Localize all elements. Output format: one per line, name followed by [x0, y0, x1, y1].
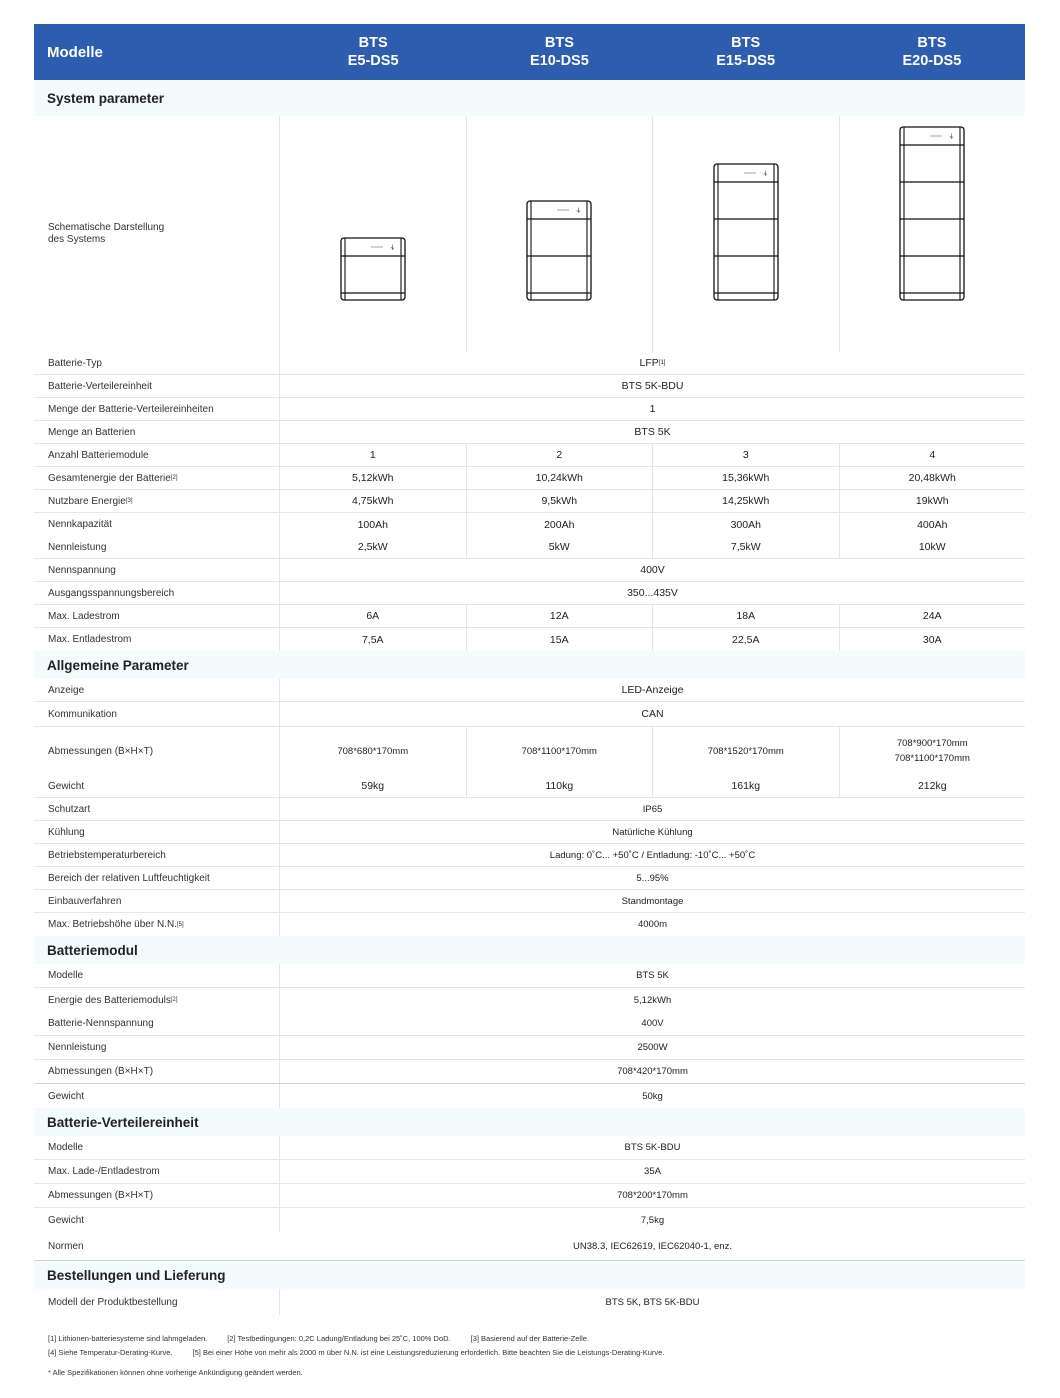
row-label: Abmessungen (B×H×T)	[34, 727, 280, 775]
stack-outline	[527, 201, 591, 300]
bdu-switch-icon: ⍭	[576, 206, 582, 215]
row-cell: 14,25kWh	[653, 490, 840, 512]
row-label: Abmessungen (B×H×T)	[34, 1184, 280, 1207]
spec-row-bdu-menge	[34, 398, 1025, 421]
row-cell: 19kWh	[915, 495, 949, 507]
row-label: Einbauverfahren	[34, 890, 280, 912]
schematic-row	[34, 116, 1025, 352]
row-cell: 10,24kWh	[467, 467, 654, 489]
row-cell: 6A	[280, 605, 467, 627]
stack-outline	[714, 164, 778, 300]
row-cell: 18A	[653, 605, 840, 627]
schematic-cell-e5	[280, 116, 467, 352]
spec-row-hoehe	[34, 913, 1025, 936]
row-cell: 10kW	[918, 541, 946, 553]
row-cell: 5,12kWh	[280, 467, 467, 489]
row-label: Gewicht	[34, 1084, 280, 1108]
header-model-e15: BTS E15-DS5	[716, 35, 776, 69]
table-header	[34, 24, 1025, 80]
row-value: Natürliche Kühlung	[612, 826, 693, 838]
row-label: Max. Ladestrom	[34, 605, 280, 627]
row-value: 2500W	[637, 1042, 668, 1053]
row-value: 35A	[644, 1166, 661, 1177]
row-value: BTS 5K-BDU	[621, 380, 684, 392]
row-label: Abmessungen (B×H×T)	[34, 1060, 280, 1083]
row-value: LED-Anzeige	[621, 684, 684, 696]
row-cell: 5kW	[467, 536, 654, 558]
row-label: Batterie-Typ	[34, 352, 280, 374]
spec-row-module-anzahl	[34, 444, 1025, 467]
battery-stack-icon	[712, 162, 780, 302]
footnote-3: [3] Basierend auf der Batterie-Zelle.	[470, 1334, 590, 1343]
row-label: Gesamtenergie der Batterie [2]	[34, 467, 280, 489]
disclaimer: * Alle Spezifikationen können ohne vorherige Ankündigung geändert werden.	[48, 1368, 303, 1377]
footnote-5: [5] Bei einer Höhe von mehr als 2000 m über N.N. ist eine Leistungsreduzierung erforderlich. Bitte beachten Sie die Leistungs-Derating-Kurve.	[192, 1348, 665, 1357]
battery-stack-icon	[898, 125, 966, 302]
row-cell: 2	[467, 444, 654, 466]
row-label: Nennspannung	[34, 559, 280, 581]
row-value: IP65	[642, 803, 663, 815]
spec-row-modul-modelle	[34, 964, 1025, 988]
header-model-e20: BTS E20-DS5	[902, 35, 962, 69]
spec-sheet	[34, 24, 1025, 1315]
row-value: BTS 5K	[636, 970, 669, 981]
spec-row-bdu-modelle	[34, 1136, 1025, 1160]
spec-row-gesamtenergie	[34, 467, 1025, 490]
spec-row-abmessungen	[34, 727, 1025, 775]
row-label: Nennleistung	[34, 536, 280, 558]
bdu-switch-icon: ⍭	[762, 169, 768, 178]
row-value: BTS 5K, BTS 5K-BDU	[605, 1296, 700, 1308]
row-value: CAN	[641, 708, 664, 720]
spec-row-modul-gewicht	[34, 1084, 1025, 1108]
header-label: Modelle	[47, 43, 103, 61]
row-label: Normen	[48, 1240, 84, 1252]
row-cell: 212kg	[917, 780, 947, 792]
schematic-cell-e15	[653, 116, 840, 352]
row-label: Batterie-Nennspannung	[34, 1012, 280, 1035]
row-label: Nennleistung	[34, 1036, 280, 1059]
header-model-e10: BTS E10-DS5	[529, 35, 589, 69]
spec-row-batterien-menge	[34, 421, 1025, 444]
spec-row-feuchtigkeit	[34, 867, 1025, 890]
row-cell: 4	[929, 449, 936, 461]
row-label: Anzeige	[34, 679, 280, 701]
row-value: UN38.3, IEC62619, IEC62040-1, enz.	[573, 1240, 732, 1252]
section-title-modul: Batteriemodul	[34, 936, 1025, 964]
schematic-label: Schematische Darstellung des Systems	[34, 116, 280, 352]
row-value: 5,12kWh	[633, 994, 672, 1006]
row-label: Kühlung	[34, 821, 280, 843]
spec-row-nennkapazitaet	[34, 513, 1025, 536]
row-cell: 2,5kW	[280, 536, 467, 558]
row-cell: 110kg	[467, 775, 654, 797]
row-cell: 22,5A	[653, 628, 840, 651]
row-cell: 708*1520*170mm	[653, 727, 840, 775]
row-value: Standmontage	[621, 895, 684, 907]
row-cell: 4,75kWh	[280, 490, 467, 512]
row-cell: 300Ah	[653, 513, 840, 536]
spec-row-kommunikation	[34, 702, 1025, 727]
row-label: Schutzart	[34, 798, 280, 820]
stack-outline	[900, 127, 964, 300]
row-cell: 15,36kWh	[653, 467, 840, 489]
row-cell: 20,48kWh	[908, 472, 956, 484]
schematic-cell-e20	[840, 116, 1026, 352]
spec-row-anzeige	[34, 679, 1025, 702]
section-title-allgemein: Allgemeine Parameter	[34, 651, 1025, 679]
footnote-1: [1] Lithionen-batteriesysteme sind lahmgeladen.	[48, 1334, 208, 1343]
schematic-cell-e10	[467, 116, 654, 352]
row-cell: 708*680*170mm	[280, 727, 467, 775]
spec-row-nennleistung	[34, 536, 1025, 559]
battery-stack-icon	[525, 199, 593, 302]
row-cell: 12A	[467, 605, 654, 627]
row-value: 708*420*170mm	[617, 1066, 688, 1077]
row-value: 350...435V	[627, 587, 678, 599]
spec-row-bestellung-modell	[34, 1289, 1025, 1315]
spec-row-ausgangsspannung	[34, 582, 1025, 605]
bdu-switch-icon: ⍭	[949, 132, 955, 141]
row-label: Max. Lade-/Entladestrom	[34, 1160, 280, 1183]
spec-row-max-ladestrom	[34, 605, 1025, 628]
spec-row-temperatur	[34, 844, 1025, 867]
section-title-bdu: Batterie-Verteilereinheit	[34, 1108, 1025, 1136]
row-value: 400V	[641, 1018, 664, 1029]
row-label: Bereich der relativen Luftfeuchtigkeit	[34, 867, 280, 889]
row-label: Modelle	[34, 964, 280, 987]
spec-row-bdu-strom	[34, 1160, 1025, 1184]
row-label: Max. Entladestrom	[34, 628, 280, 651]
row-cell: 15A	[467, 628, 654, 651]
spec-row-modul-energie	[34, 988, 1025, 1012]
spec-row-nennspannung	[34, 559, 1025, 582]
spec-row-gewicht	[34, 775, 1025, 798]
row-cell: 100Ah	[280, 513, 467, 536]
row-cell: 59kg	[280, 775, 467, 797]
section-title-system: System parameter	[34, 80, 1025, 116]
row-value: BTS 5K-BDU	[624, 1142, 681, 1153]
row-cell: 200Ah	[467, 513, 654, 536]
row-cell: 708*900*170mm 708*1100*170mm	[894, 738, 970, 764]
row-label: Modell der Produktbestellung	[34, 1289, 280, 1315]
section-title-bestellung: Bestellungen und Lieferung	[34, 1261, 1025, 1289]
row-label: Menge an Batterien	[34, 421, 280, 443]
row-value: 708*200*170mm	[617, 1190, 688, 1201]
spec-row-max-entladestrom	[34, 628, 1025, 651]
row-value: 50kg	[642, 1090, 663, 1102]
row-value: Ladung: 0˚C... +50˚C / Entladung: -10˚C... +50˚C	[549, 849, 756, 861]
row-cell: 400Ah	[917, 518, 948, 531]
spec-row-bdu-abmessungen	[34, 1184, 1025, 1208]
row-cell: 3	[653, 444, 840, 466]
spec-row-modul-abmessungen	[34, 1060, 1025, 1084]
row-label: Anzahl Batteriemodule	[34, 444, 280, 466]
row-cell: 7,5A	[280, 628, 467, 651]
spec-row-modul-spannung	[34, 1012, 1025, 1036]
row-value: 7,5kg	[640, 1214, 665, 1226]
spec-row-batterie-typ	[34, 352, 1025, 375]
row-value: 400V	[640, 564, 665, 576]
row-label: Gewicht	[34, 775, 280, 797]
row-cell: 708*1100*170mm	[467, 727, 654, 775]
row-label: Menge der Batterie-Verteilereinheiten	[34, 398, 280, 420]
row-label: Nutzbare Energie [3]	[34, 490, 280, 512]
row-value: BTS 5K	[634, 426, 671, 438]
row-label: Kommunikation	[34, 702, 280, 726]
spec-row-kuehlung	[34, 821, 1025, 844]
row-cell: 30A	[922, 633, 942, 646]
row-label: Modelle	[34, 1136, 280, 1159]
spec-row-bdu-gewicht	[34, 1208, 1025, 1232]
row-value: 5...95%	[636, 872, 669, 884]
row-value: LFP [1]	[639, 357, 666, 369]
spec-row-einbau	[34, 890, 1025, 913]
row-cell: 24A	[922, 610, 942, 622]
row-cell: 7,5kW	[653, 536, 840, 558]
row-label: Max. Betriebshöhe über N.N. [5]	[34, 913, 280, 936]
row-value: 4000m	[637, 919, 668, 930]
footnote-2: [2] Testbedingungen: 0,2C Ladung/Entladung bei 25˚C, 100% DoD.	[227, 1334, 451, 1343]
row-value: 1	[649, 403, 656, 415]
row-label: Gewicht	[34, 1208, 280, 1232]
row-label: Batterie-Verteilereinheit	[34, 375, 280, 397]
spec-row-modul-leistung	[34, 1036, 1025, 1060]
row-cell: 9,5kWh	[467, 490, 654, 512]
spec-row-bdu	[34, 375, 1025, 398]
row-label: Nennkapazität	[34, 513, 280, 536]
spec-row-schutzart	[34, 798, 1025, 821]
spec-row-normen	[34, 1232, 1025, 1261]
header-model-e5: BTS E5-DS5	[347, 35, 399, 69]
row-cell: 1	[280, 444, 467, 466]
row-label: Ausgangsspannungsbereich	[34, 582, 280, 604]
footnotes	[48, 1332, 684, 1380]
row-cell: 161kg	[653, 775, 840, 797]
row-label: Energie des Batteriemoduls [2]	[34, 988, 280, 1012]
spec-row-nutzbare-energie	[34, 490, 1025, 513]
row-label: Betriebstemperaturbereich	[34, 844, 280, 866]
bdu-switch-icon: ⍭	[389, 243, 395, 252]
battery-stack-icon	[339, 236, 407, 302]
footnote-4: [4] Siehe Temperatur-Derating-Kurve.	[48, 1348, 173, 1357]
